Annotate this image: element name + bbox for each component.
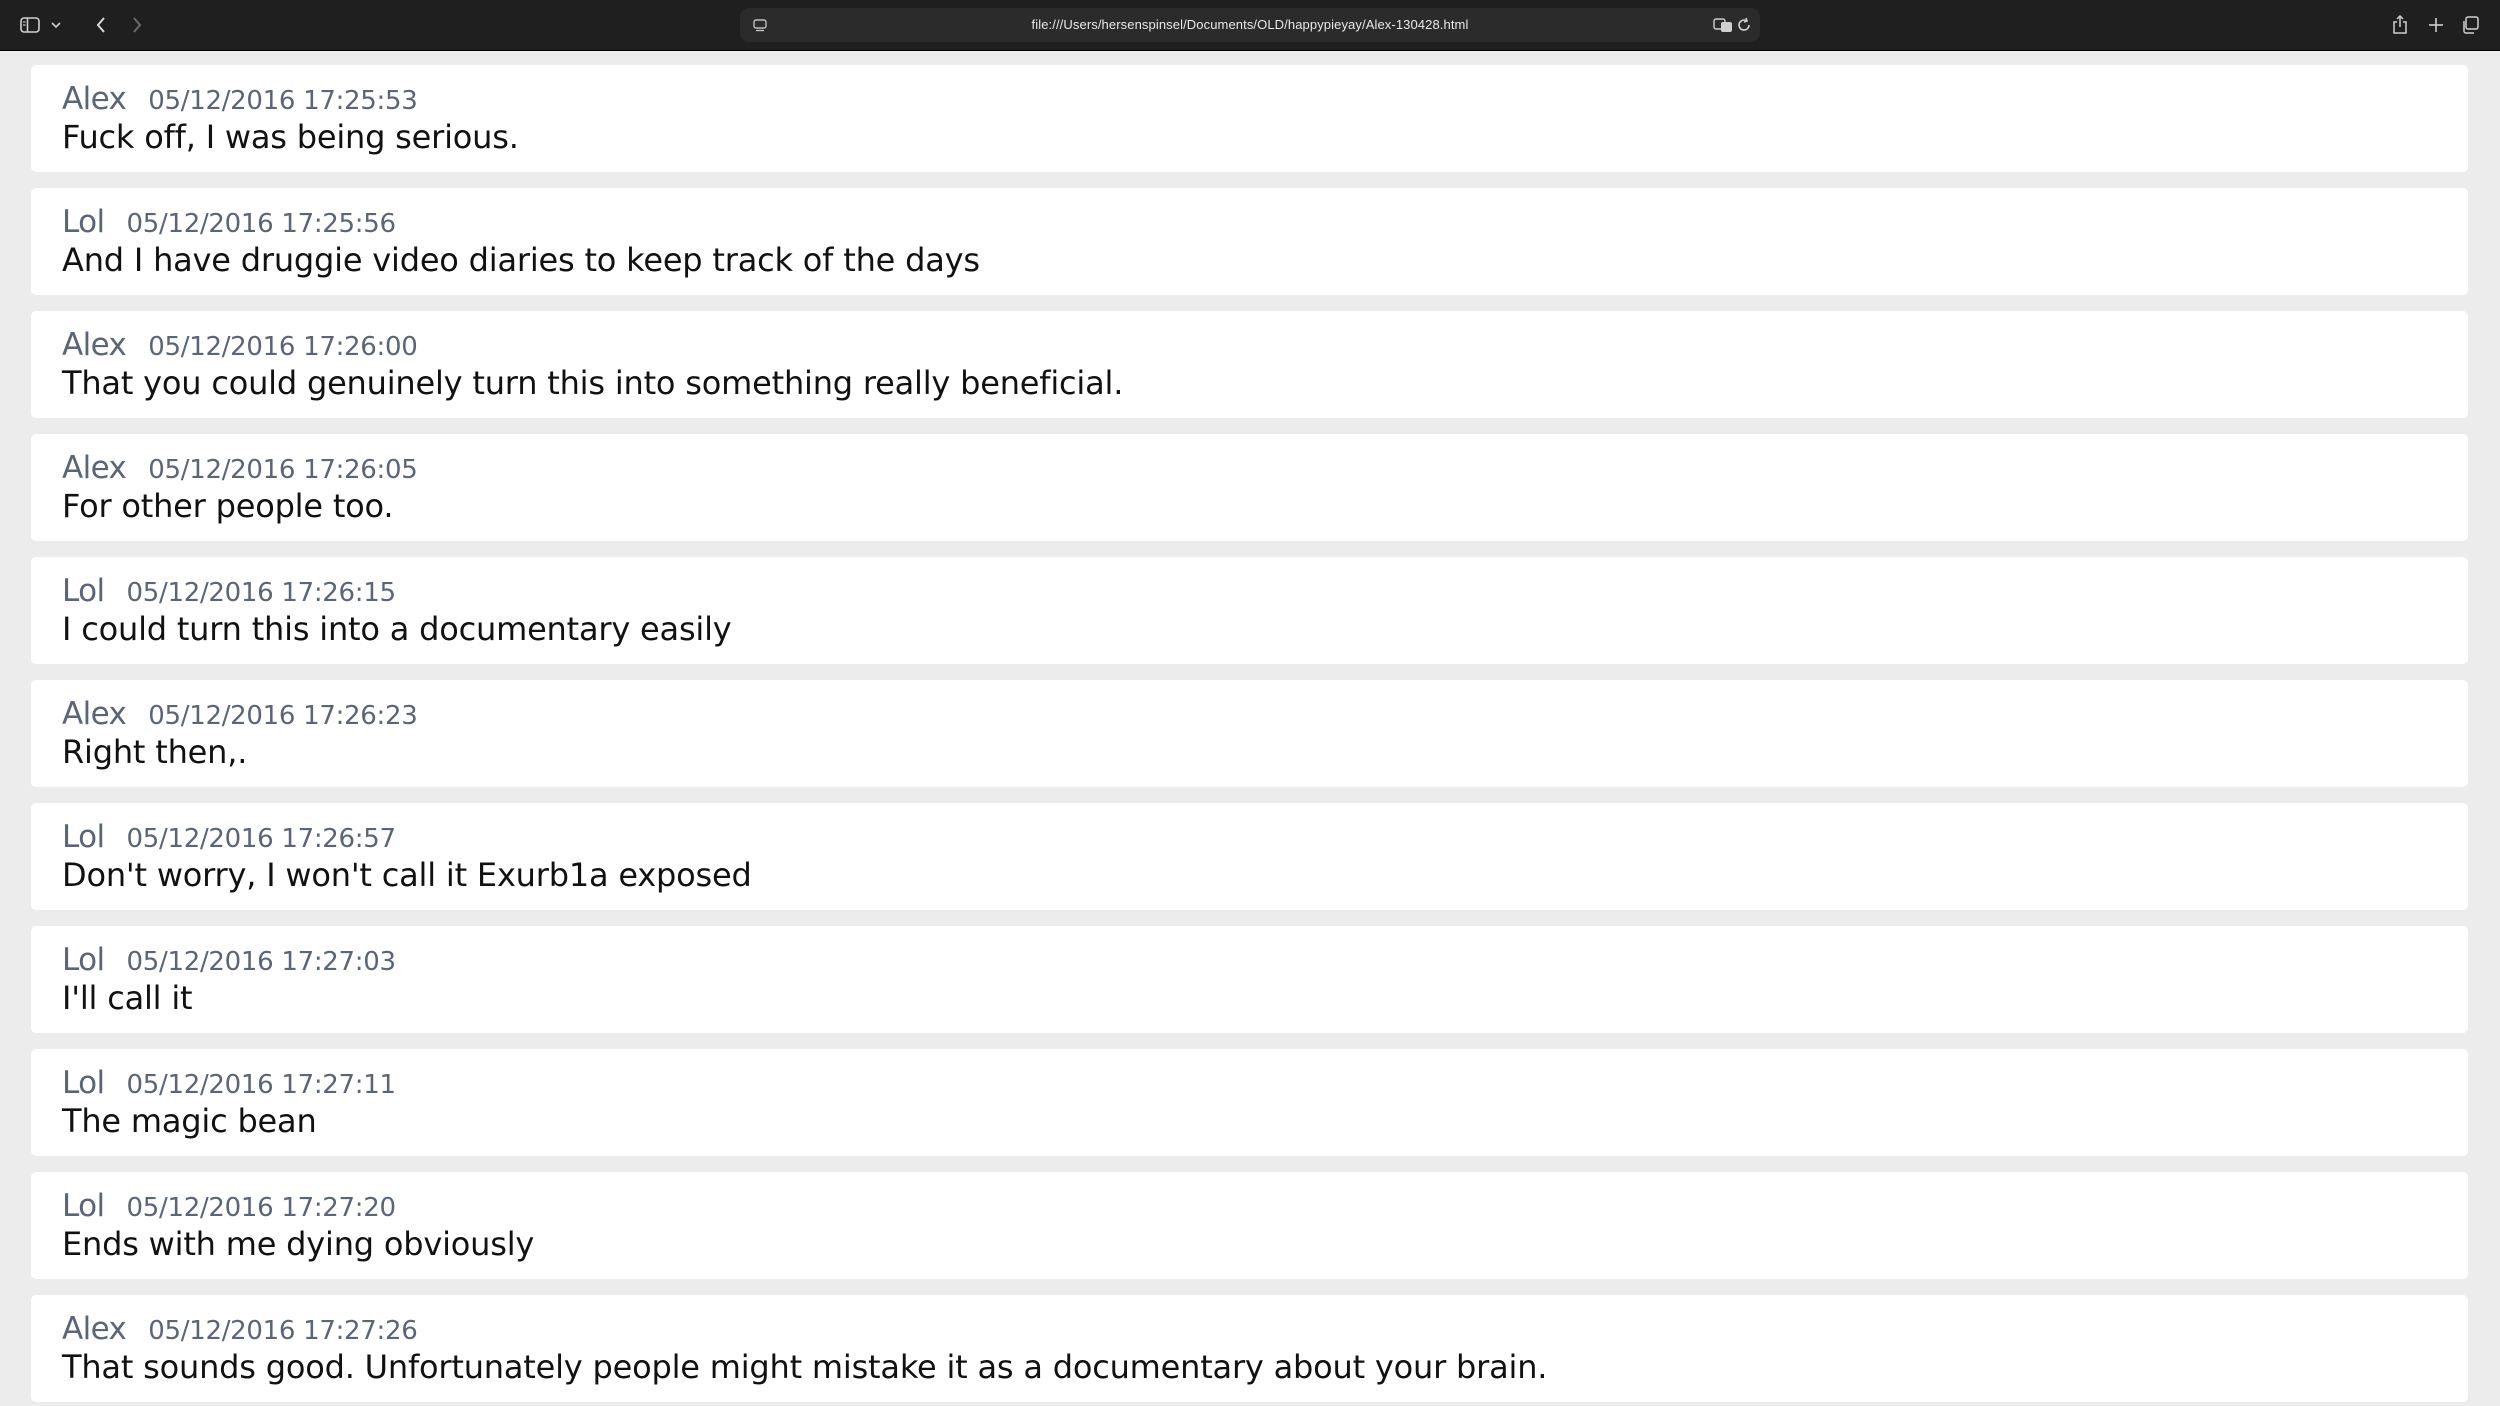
- sidebar-icon[interactable]: [18, 13, 42, 37]
- message-text: Right then,.: [62, 733, 248, 771]
- message-timestamp: 05/12/2016 17:26:00: [148, 332, 418, 362]
- chevron-down-icon[interactable]: [48, 13, 64, 37]
- message-card: [31, 680, 2468, 787]
- message-header: [62, 1188, 396, 1224]
- message-timestamp: 05/12/2016 17:27:20: [126, 1193, 396, 1223]
- message-card: [31, 434, 2468, 541]
- message-header: [62, 81, 418, 117]
- tabs-icon[interactable]: [2458, 13, 2482, 37]
- message-author: Lol: [62, 1188, 105, 1224]
- message-text: The magic bean: [62, 1102, 317, 1140]
- translate-icon[interactable]: [1712, 13, 1734, 37]
- message-header: [62, 1065, 396, 1101]
- message-author: Alex: [62, 696, 127, 732]
- message-author: Lol: [62, 1065, 105, 1101]
- message-timestamp: 05/12/2016 17:26:23: [148, 701, 418, 731]
- message-header: [62, 942, 396, 978]
- message-text: And I have druggie video diaries to keep track of the days: [62, 241, 980, 279]
- message-text: I could turn this into a documentary easily: [62, 610, 732, 648]
- browser-toolbar: [0, 0, 2500, 51]
- address-bar[interactable]: [740, 8, 1760, 42]
- message-text: Fuck off, I was being serious.: [62, 118, 519, 156]
- message-card: [31, 1049, 2468, 1156]
- message-text: Don't worry, I won't call it Exurb1a exposed: [62, 856, 752, 894]
- message-text: Ends with me dying obviously: [62, 1225, 535, 1263]
- message-header: [62, 696, 418, 732]
- chevron-left-icon[interactable]: [88, 13, 114, 37]
- message-timestamp: 05/12/2016 17:27:03: [126, 947, 396, 977]
- message-card: [31, 803, 2468, 910]
- message-timestamp: 05/12/2016 17:25:56: [126, 209, 396, 239]
- message-timestamp: 05/12/2016 17:26:15: [126, 578, 396, 608]
- message-header: [62, 327, 418, 363]
- share-icon[interactable]: [2388, 13, 2412, 37]
- message-header: [62, 1311, 418, 1347]
- message-text: For other people too.: [62, 487, 394, 525]
- message-author: Lol: [62, 573, 105, 609]
- message-card: [31, 65, 2468, 172]
- message-card: [31, 311, 2468, 418]
- message-text: That you could genuinely turn this into something really beneficial.: [62, 364, 1124, 402]
- url-text[interactable]: file:///Users/hersenspinsel/Documents/OLD/happypieyay/Alex-130428.html: [1031, 17, 1469, 32]
- message-header: [62, 450, 418, 486]
- message-header: [62, 819, 396, 855]
- message-author: Lol: [62, 819, 105, 855]
- message-author: Alex: [62, 81, 127, 117]
- message-timestamp: 05/12/2016 17:25:53: [148, 86, 418, 116]
- message-text: That sounds good. Unfortunately people might mistake it as a documentary about your brain.: [62, 1348, 1548, 1386]
- message-timestamp: 05/12/2016 17:26:05: [148, 455, 418, 485]
- chevron-right-icon[interactable]: [124, 13, 150, 37]
- message-timestamp: 05/12/2016 17:26:57: [126, 824, 396, 854]
- message-author: Alex: [62, 450, 127, 486]
- message-timestamp: 05/12/2016 17:27:11: [126, 1070, 396, 1100]
- message-author: Alex: [62, 1311, 127, 1347]
- message-header: [62, 204, 396, 240]
- message-author: Lol: [62, 942, 105, 978]
- message-author: Lol: [62, 204, 105, 240]
- message-timestamp: 05/12/2016 17:27:26: [148, 1316, 418, 1346]
- message-card: [31, 926, 2468, 1033]
- message-card: [31, 557, 2468, 664]
- message-card: [31, 1295, 2468, 1402]
- message-author: Alex: [62, 327, 127, 363]
- chat-log: [0, 50, 2500, 1406]
- plus-icon[interactable]: [2424, 13, 2448, 37]
- message-card: [31, 188, 2468, 295]
- message-text: I'll call it: [62, 979, 193, 1017]
- message-card: [31, 1172, 2468, 1279]
- message-header: [62, 573, 396, 609]
- reload-icon[interactable]: [1734, 13, 1754, 37]
